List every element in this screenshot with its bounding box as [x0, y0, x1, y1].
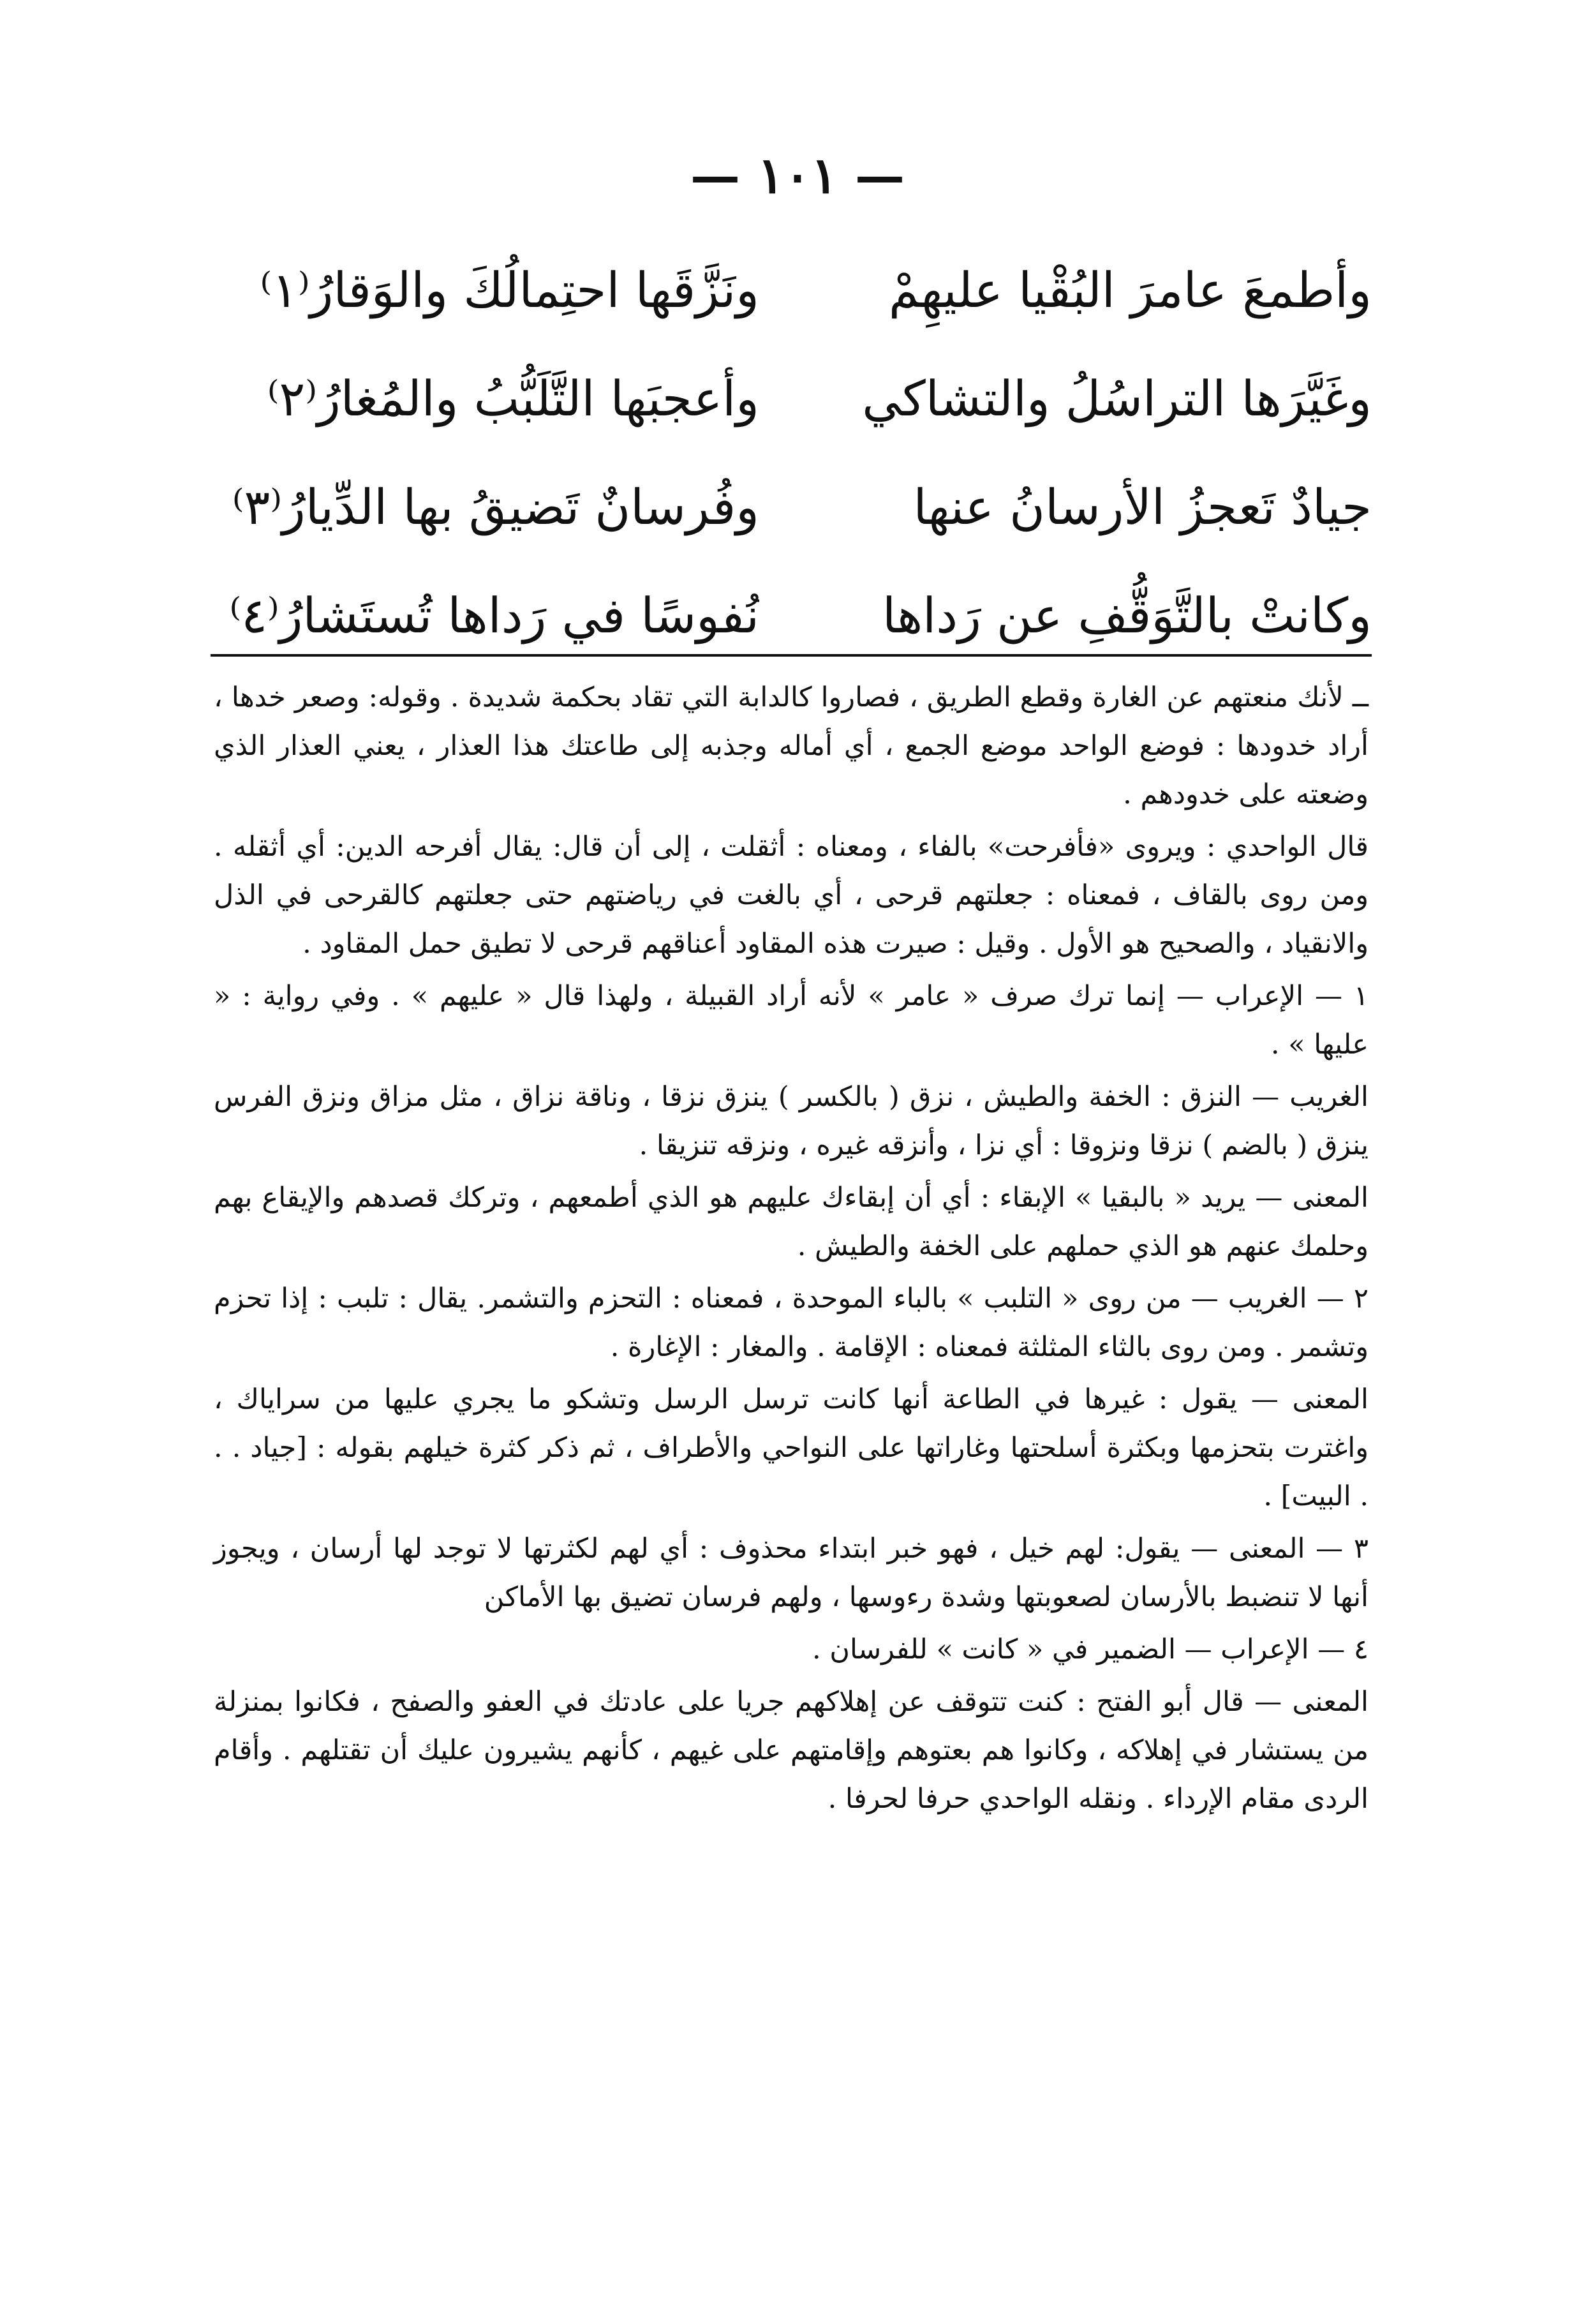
- commentary-paragraph: ٤ — الإعراب — الضمير في « كانت » للفرسان .: [812, 1634, 1369, 1665]
- verse-second-hemistich: وفُرسانٌ تَضيقُ بها الدِّيارُ⁽٣⁾: [232, 479, 759, 535]
- commentary-paragraph: الغريب — النزق : الخفة والطيش ، نزق ( بالكسر ) ينزق نزقا ، وناقة نزاق ، مثل مزاق ونزق الفرس ينزق ( بالضم ) نزقا ونزوقا : أي نزا ، وأنزقه غيره ، ونزقه تنزيقا .: [214, 1081, 1369, 1161]
- commentary-paragraph: قال الواحدي : ويروى «فأفرحت» بالفاء ، ومعناه : أثقلت ، إلى أن قال: يقال أفرحه الدين: أي أثقله . ومن روى بالقاف ، فمعناه : جعلتهم قرحى ، أي بالغت في رياضتهم حتى جعلتهم كالقرحى في الذل والانقياد ، والصحيح هو الأول . وقيل : صيرت هذه المقاود أعناقهم قرحى لا تطيق حمل المقاود .: [214, 831, 1369, 960]
- commentary-paragraph: المعنى — يريد « بالبقيا » الإبقاء : أي أن إبقاءك عليهم هو الذي أطمعهم ، وتركك قصدهم والإيقاع بهم وحلمك عنهم هو الذي حملهم على الخفة والطيش .: [214, 1182, 1369, 1262]
- verse-line: [211, 453, 1372, 562]
- verse-second-hemistich: نُفوسًا في رَداها تُستَشارُ⁽٤⁾: [229, 587, 759, 644]
- poem-verses: [211, 236, 1372, 670]
- commentary-paragraph: ٣ — المعنى — يقول: لهم خيل ، فهو خبر ابتداء محذوف : أي لهم لكثرتها لا توجد لها أرسان ، ويجوز أنها لا تنضبط بالأرسان لصعوبتها وشدة رءوسها ، ولهم فرسان تضيق بها الأماكن: [214, 1533, 1369, 1613]
- commentary-paragraph: المعنى — يقول : غيرها في الطاعة أنها كانت ترسل الرسل وتشكو ما يجري عليها من سراياك ، واغترت بتحزمها وبكثرة أسلحتها وغاراتها على النواحي والأطراف ، ثم ذكر كثرة خيلهم بقوله : [جياد . . . البيت] .: [214, 1383, 1369, 1512]
- verse-line: [211, 345, 1372, 453]
- verse-first-hemistich: جيادٌ تَعجزُ الأرسانُ عنها: [913, 479, 1372, 535]
- verse-first-hemistich: وغَيَّرَها التراسُلُ والتشاكي: [862, 370, 1372, 427]
- verse-second-hemistich: ونَزَّقَها احتِمالُكَ والوَقارُ⁽١⁾: [260, 262, 759, 318]
- page-number: — ١٠١ —: [690, 147, 905, 205]
- commentary-paragraph: ٢ — الغريب — من روى « التلبب » بالباء الموحدة ، فمعناه : التحزم والتشمر. يقال : تلبب : إذا تحزم وتشمر . ومن روى بالثاء المثلثة فمعناه : الإقامة . والمغار : الإغارة .: [214, 1283, 1369, 1363]
- verse-line: [211, 236, 1372, 345]
- commentary-paragraph: ــ لأنك منعتهم عن الغارة وقطع الطريق ، فصاروا كالدابة التي تقاد بحكمة شديدة . وقوله: وصعر خدها ، أراد خدودها : فوضع الواحد موضع الجمع ، أي أماله وجذبه إلى طاعتك هذا العذار ، يعني العذار الذي وضعته على خدودهم .: [214, 682, 1369, 810]
- verse-first-hemistich: وأطمعَ عامرَ البُقْيا عليهِمْ: [888, 262, 1372, 318]
- verse-first-hemistich: وكانتْ بالتَّوَقُّفِ عن رَداها: [882, 587, 1372, 644]
- footnote-divider: [211, 654, 1372, 657]
- commentary-paragraph: المعنى — قال أبو الفتح : كنت تتوقف عن إهلاكهم جريا على عادتك في العفو والصفح ، فكانوا بمنزلة من يستشار في إهلاكه ، وكانوا هم بعتوهم وإقامتهم على غيهم ، كأنهم يشيرون عليك أن تقتلهم . وأقام الردى مقام الإرداء . ونقله الواحدي حرفا لحرفا .: [214, 1686, 1369, 1815]
- verse-second-hemistich: وأعجبَها التَّلَبُّبُ والمُغارُ⁽٢⁾: [267, 370, 759, 427]
- commentary-section: [214, 673, 1369, 1827]
- commentary-paragraph: ١ — الإعراب — إنما ترك صرف « عامر » لأنه أراد القبيلة ، ولهذا قال « عليهم » . وفي رواية : « عليها » .: [214, 980, 1369, 1061]
